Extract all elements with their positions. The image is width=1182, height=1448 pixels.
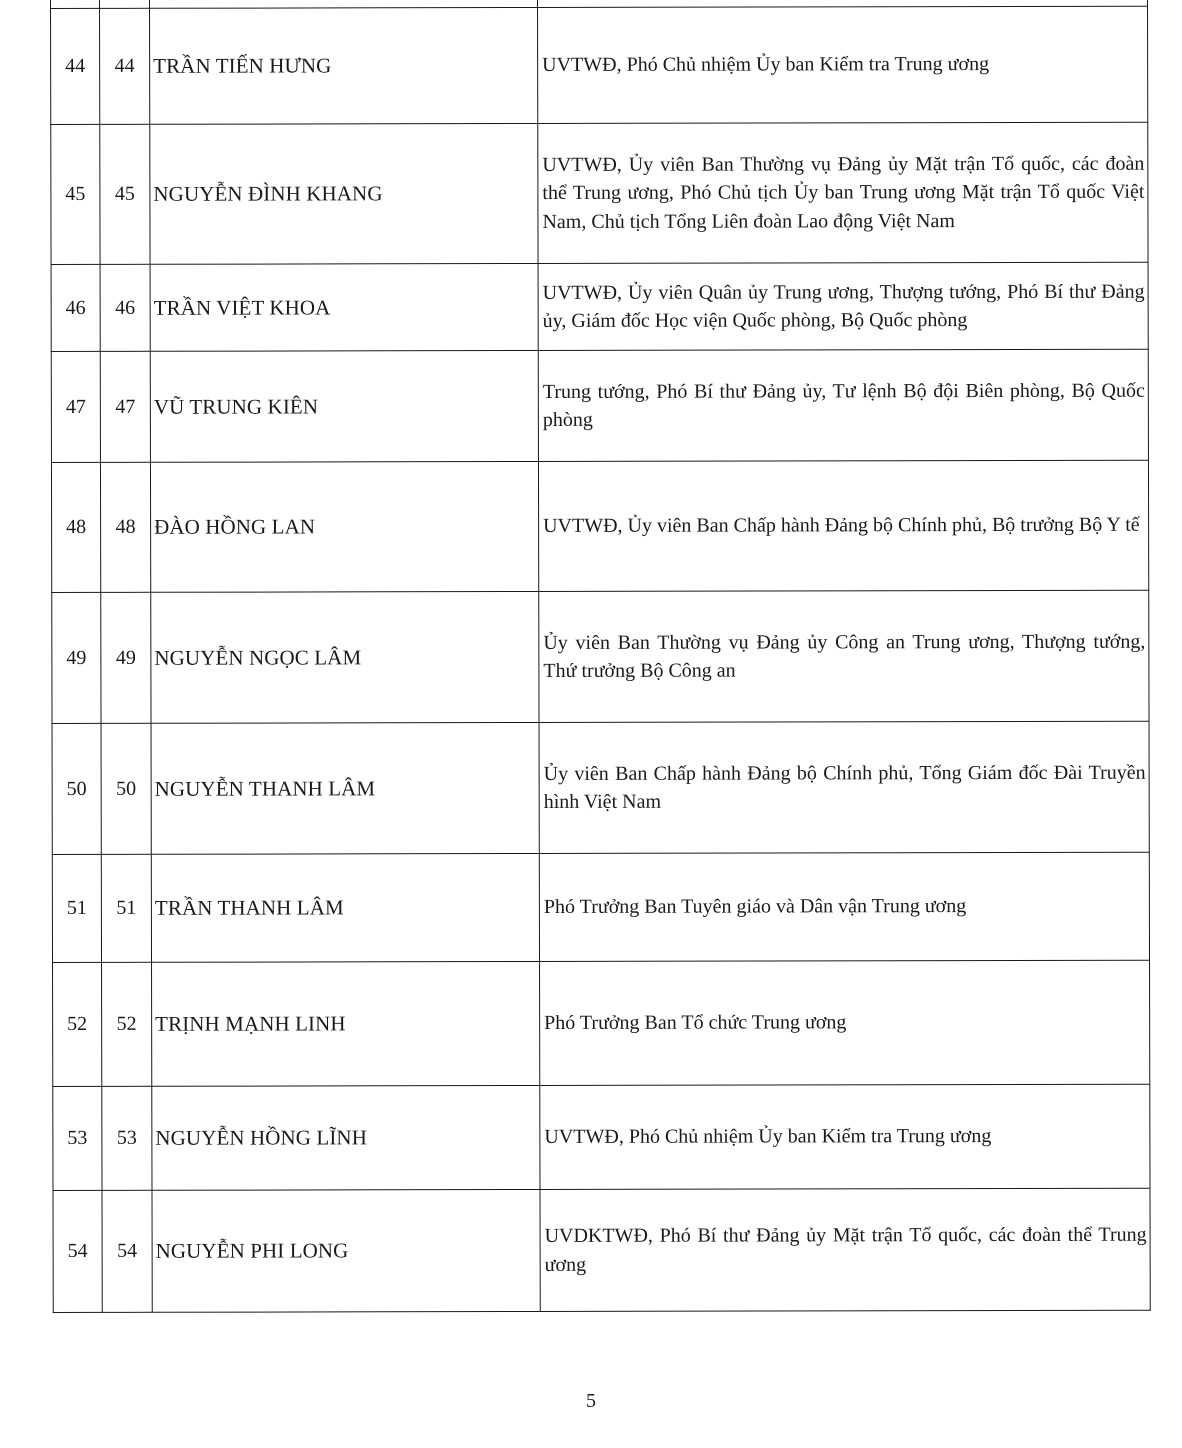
- row-number: 46: [100, 264, 150, 351]
- candidate-table: [50, 0, 1151, 1313]
- row-number: 48: [100, 462, 150, 592]
- table-row: [51, 122, 1148, 264]
- row-number: 50: [101, 723, 151, 854]
- row-index: 51: [52, 854, 101, 962]
- table-row: [51, 349, 1148, 462]
- candidate-position: UVDKTWĐ, Phó Bí thư Đảng ủy Mặt trận Tổ quốc, các đoàn thể Trung ương: [540, 1188, 1150, 1311]
- row-index: 47: [51, 351, 100, 462]
- page-number: 5: [586, 1390, 596, 1412]
- candidate-name: NGUYỄN PHI LONG: [152, 1189, 540, 1312]
- row-index: 45: [51, 124, 100, 264]
- row-number: 54: [102, 1190, 152, 1312]
- row-index: 49: [52, 592, 101, 723]
- row-number: 45: [100, 124, 150, 264]
- table-row: [51, 6, 1148, 124]
- table-row: [53, 960, 1150, 1086]
- table-row: [52, 590, 1149, 723]
- row-number: 47: [100, 351, 150, 462]
- candidate-name: NGUYỄN THANH LÂM: [151, 722, 539, 854]
- candidate-name: TRỊNH MẠNH LINH: [152, 961, 540, 1086]
- candidate-position: UVTWĐ, Phó Chủ nhiệm Ủy ban Kiểm tra Trung ương: [538, 6, 1148, 123]
- candidate-position: UVTWĐ, Ủy viên Ban Thường vụ Đảng ủy Mặt trận Tổ quốc, các đoàn thể Trung ương, Phó Chủ tịch Ủy ban Trung ương Mặt trận Tổ quốc Việt Nam, Chủ tịch Tổng Liên đoàn Lao động Việt Nam: [538, 122, 1148, 263]
- row-number: 52: [102, 962, 152, 1086]
- row-number: 53: [102, 1086, 152, 1190]
- candidate-name: NGUYỄN ĐÌNH KHANG: [150, 123, 538, 264]
- candidate-position: UVTWĐ, Ủy viên Quân ủy Trung ương, Thượng tướng, Phó Bí thư Đảng ủy, Giám đốc Học viện Quốc phòng, Bộ Quốc phòng: [538, 262, 1148, 350]
- candidate-name: NGUYỄN HỒNG LĨNH: [152, 1085, 540, 1190]
- row-number: 49: [101, 592, 151, 723]
- table-row: [53, 1084, 1150, 1190]
- row-index: 48: [51, 462, 100, 592]
- candidate-name: VŨ TRUNG KIÊN: [150, 350, 538, 462]
- candidate-position: UVTWĐ, Phó Chủ nhiệm Ủy ban Kiểm tra Trung ương: [540, 1084, 1150, 1189]
- row-index: 53: [53, 1086, 102, 1190]
- table-row: [52, 852, 1149, 962]
- table-row: [51, 262, 1148, 351]
- table-row: [53, 1188, 1150, 1312]
- candidate-position: Trung tướng, Phó Bí thư Đảng ủy, Tư lệnh Bộ đội Biên phòng, Bộ Quốc phòng: [538, 349, 1148, 461]
- candidate-position: UVTWĐ, Ủy viên Ban Chấp hành Đảng bộ Chính phủ, Bộ trưởng Bộ Y tế: [538, 460, 1148, 591]
- row-number: 44: [100, 8, 150, 124]
- candidate-name: TRẦN VIỆT KHOA: [150, 263, 538, 351]
- row-index: 50: [52, 723, 101, 854]
- candidate-position: Phó Trưởng Ban Tuyên giáo và Dân vận Trung ương: [539, 852, 1149, 961]
- candidate-name: ĐÀO HỒNG LAN: [150, 461, 538, 592]
- candidate-name: NGUYỄN NGỌC LÂM: [151, 591, 539, 723]
- candidate-name: TRẦN THANH LÂM: [151, 853, 539, 962]
- table-row: [51, 460, 1148, 592]
- candidate-position: Ủy viên Ban Thường vụ Đảng ủy Công an Trung ương, Thượng tướng, Thứ trưởng Bộ Công an: [539, 590, 1149, 722]
- candidate-position: Ủy viên Ban Chấp hành Đảng bộ Chính phủ, Tổng Giám đốc Đài Truyền hình Việt Nam: [539, 721, 1149, 853]
- candidate-name: TRẦN TIẾN HƯNG: [150, 7, 538, 124]
- row-index: 46: [51, 264, 100, 351]
- table-row: [52, 721, 1149, 854]
- candidate-position: Phó Trưởng Ban Tổ chức Trung ương: [540, 960, 1150, 1085]
- row-index: 52: [53, 962, 102, 1086]
- row-number: 51: [101, 854, 151, 962]
- row-index: 54: [53, 1190, 102, 1312]
- row-index: 44: [51, 8, 100, 124]
